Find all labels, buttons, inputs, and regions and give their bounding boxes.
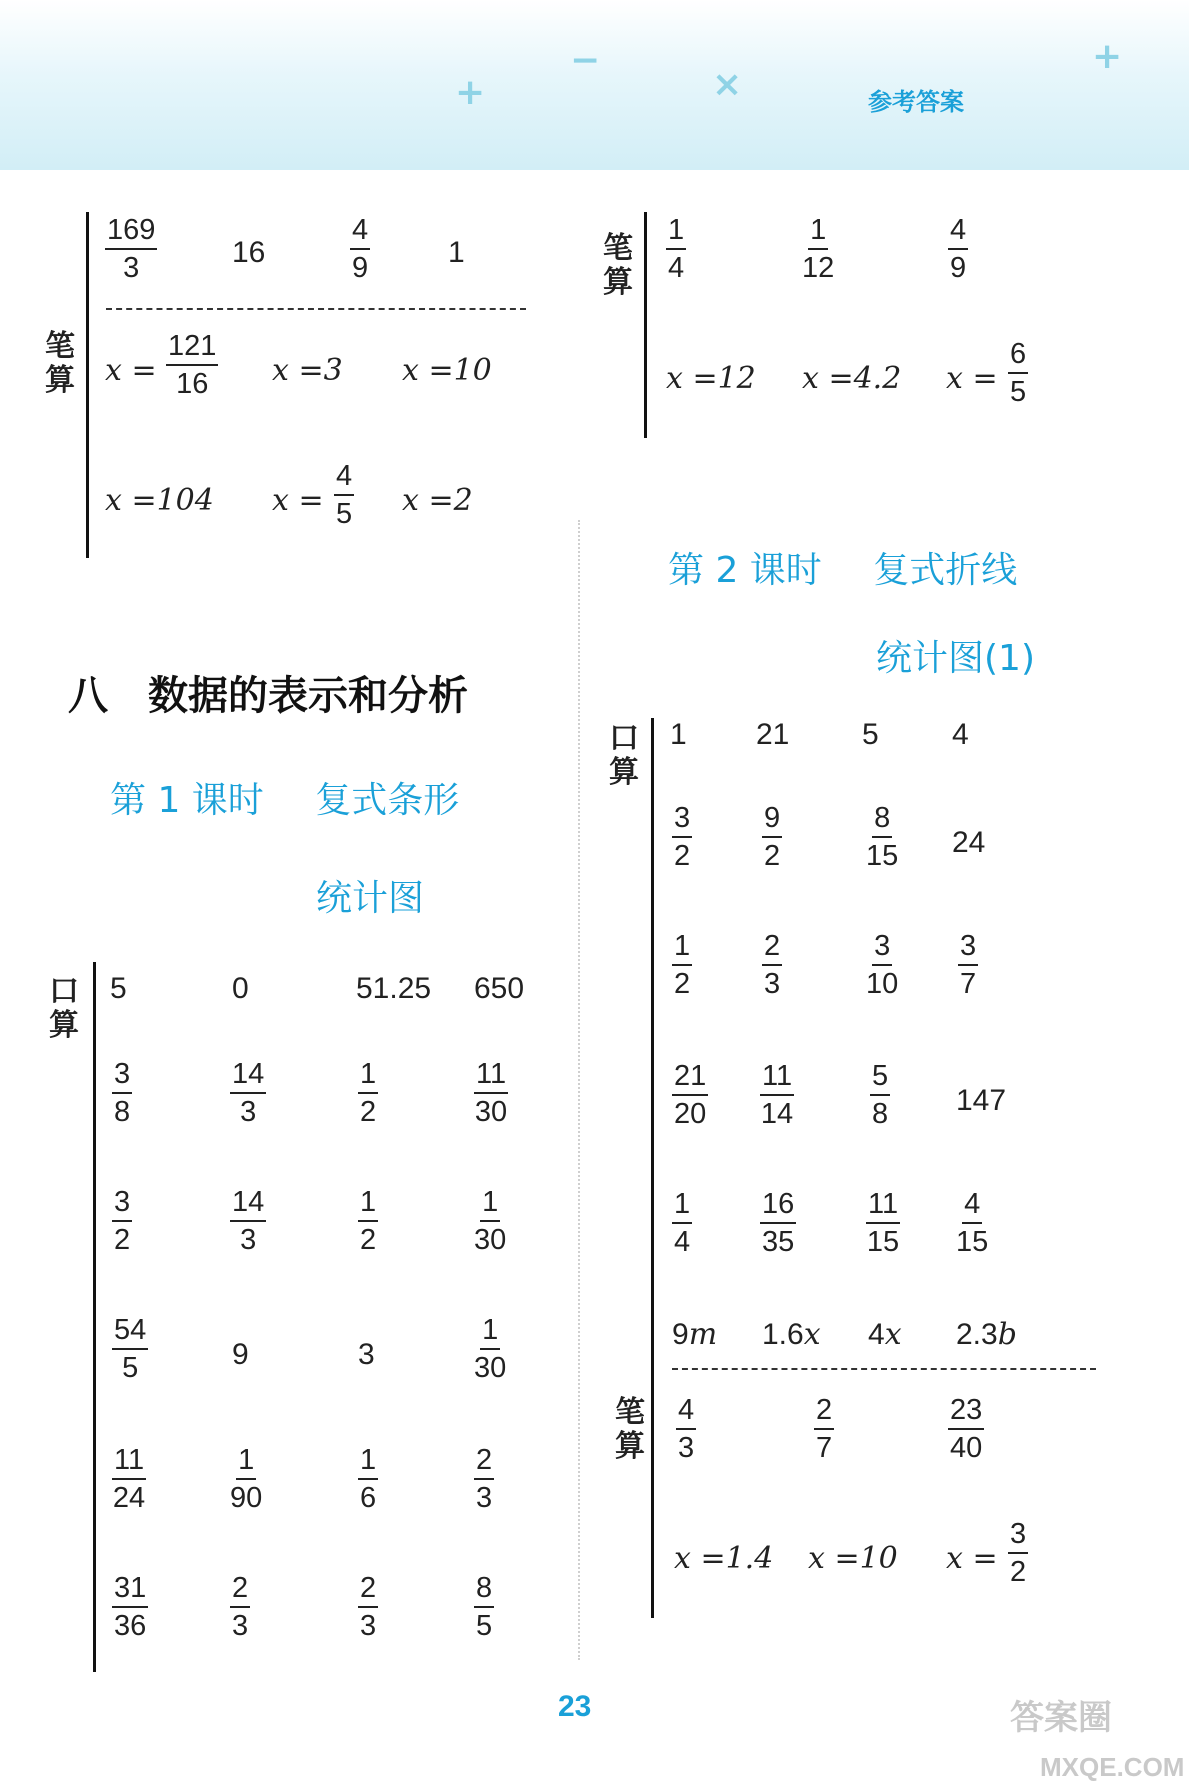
answer-fraction: [666, 214, 686, 284]
numerator: 11: [866, 1188, 900, 1224]
answer-value: 4: [952, 718, 969, 751]
answer-value: 0: [232, 972, 249, 1005]
denominator: 3: [240, 1096, 257, 1128]
chapter-heading: [68, 664, 468, 721]
numerator: 2: [762, 930, 782, 966]
denominator: 10: [866, 968, 899, 1000]
answer-term: [868, 1318, 902, 1352]
numerator: 1: [666, 214, 686, 250]
answer-fraction: [948, 1394, 984, 1464]
answer-fraction: [166, 330, 218, 400]
denominator: 2: [674, 968, 691, 1000]
denominator: 3: [678, 1432, 695, 1464]
denominator: 36: [114, 1610, 147, 1642]
denominator: 40: [950, 1432, 983, 1464]
denominator: 2: [360, 1096, 377, 1128]
lesson-title: [110, 772, 459, 823]
watermark-url: MXQE.COM: [1040, 1752, 1185, 1782]
answer-fraction: [672, 930, 692, 1000]
answer-equation: x =4.2: [802, 361, 902, 396]
answer-fraction: [230, 1186, 266, 1256]
denominator: 6: [360, 1482, 377, 1514]
denominator: 30: [474, 1224, 507, 1256]
denominator: 8: [114, 1096, 131, 1128]
page-number: 23: [558, 1690, 592, 1723]
numerator: 1: [672, 1188, 692, 1224]
lesson-title-line2: 统计图(1): [876, 638, 1035, 679]
numerator: 1: [358, 1058, 378, 1094]
answer-bracket-line: [86, 212, 89, 558]
answer-equation: x =104: [105, 483, 214, 518]
answer-fraction: [672, 802, 692, 872]
numerator: 4: [676, 1394, 696, 1430]
answer-fraction: [956, 1188, 988, 1258]
answer-fraction: [358, 1186, 378, 1256]
answer-equation: x =: [272, 483, 324, 518]
section-label: 口算: [49, 974, 79, 1043]
answer-fraction: [230, 1572, 250, 1642]
denominator: 7: [960, 968, 977, 1000]
numerator: 1: [236, 1444, 256, 1480]
section-label: 笔算: [45, 329, 75, 398]
answer-fraction: [112, 1314, 148, 1384]
numerator: 1: [358, 1186, 378, 1222]
denominator: 15: [866, 840, 899, 872]
answer-fraction: [814, 1394, 834, 1464]
answer-equation: x =10: [808, 1541, 898, 1576]
lesson-number: 第 1 课时: [110, 780, 264, 821]
equation-prefix: x =: [105, 353, 157, 388]
denominator: 4: [668, 252, 685, 284]
lesson-title: [668, 542, 1017, 593]
column-divider: [578, 520, 580, 1660]
numerator: 3: [872, 930, 892, 966]
numerator: 4: [334, 460, 354, 496]
answer-fraction: [866, 802, 898, 872]
answer-fraction: [474, 1314, 506, 1384]
answer-fraction: [762, 930, 782, 1000]
lesson-title-line2: 统计图: [316, 878, 425, 919]
denominator: 20: [674, 1098, 707, 1130]
answer-value: 16: [232, 236, 266, 269]
denominator: 3: [232, 1610, 249, 1642]
lesson-number: 第 2 课时: [668, 550, 822, 591]
numerator: 3: [112, 1186, 132, 1222]
answer-fraction: [358, 1444, 378, 1514]
term-coefficient: 9: [672, 1318, 689, 1351]
denominator: 14: [760, 1098, 794, 1130]
numerator: 1: [808, 214, 828, 250]
denominator: 5: [476, 1610, 493, 1642]
numerator: 54: [112, 1314, 148, 1350]
answer-fraction: [474, 1444, 494, 1514]
denominator: 2: [360, 1224, 377, 1256]
header-band: [0, 0, 1189, 170]
answer-bracket-line: [651, 718, 654, 1618]
answer-term: [762, 1318, 821, 1352]
answer-value: 3: [358, 1338, 375, 1371]
denominator: 9: [352, 252, 369, 284]
denominator: 3: [476, 1482, 493, 1514]
answer-fraction: [105, 214, 157, 284]
lesson-name: 复式折线: [873, 550, 1018, 591]
denominator: 5: [122, 1352, 139, 1384]
numerator: 2: [230, 1572, 250, 1608]
plus-icon: +: [455, 72, 486, 113]
numerator: 3: [112, 1058, 132, 1094]
section-label: 笔算: [615, 1395, 645, 1464]
answer-equation: x =: [946, 361, 998, 396]
answer-fraction: [474, 1572, 494, 1642]
term-variable: b: [997, 1317, 1017, 1352]
numerator: 16: [760, 1188, 796, 1224]
numerator: 1: [672, 930, 692, 966]
answer-term: [672, 1318, 717, 1352]
denominator: 5: [336, 498, 353, 530]
answer-equation: [105, 354, 157, 388]
numerator: 169: [105, 214, 157, 250]
term-variable: m: [688, 1317, 718, 1352]
denominator: 35: [762, 1226, 795, 1258]
numerator: 5: [870, 1060, 890, 1096]
numerator: 14: [230, 1186, 266, 1222]
answer-fraction: [230, 1058, 266, 1128]
denominator: 15: [866, 1226, 900, 1258]
answer-bracket-line: [93, 962, 96, 1672]
numerator: 2: [814, 1394, 834, 1430]
numerator: 31: [112, 1572, 148, 1608]
answer-fraction: [760, 1188, 796, 1258]
answer-fraction: [112, 1572, 148, 1642]
answer-value: 51.25: [356, 972, 432, 1005]
term-coefficient: 2.3: [956, 1318, 998, 1351]
dashed-divider: [672, 1368, 1096, 1370]
answer-bracket-line: [644, 212, 647, 438]
denominator: 90: [230, 1482, 263, 1514]
answer-fraction: [1008, 1518, 1028, 1588]
answer-value: 5: [862, 718, 879, 751]
lesson-name: 复式条形: [315, 780, 460, 821]
answer-fraction: [676, 1394, 696, 1464]
denominator: 7: [816, 1432, 833, 1464]
times-icon: ×: [712, 64, 743, 105]
numerator: 3: [672, 802, 692, 838]
answer-value: 9: [232, 1338, 249, 1371]
term-variable: x: [803, 1317, 821, 1352]
denominator: 16: [176, 368, 209, 400]
numerator: 8: [872, 802, 892, 838]
numerator: 11: [760, 1060, 794, 1096]
answer-fraction: [762, 802, 782, 872]
denominator: 4: [674, 1226, 691, 1258]
answer-fraction: [112, 1058, 132, 1128]
denominator: 2: [114, 1224, 131, 1256]
denominator: 2: [764, 840, 781, 872]
numerator: 8: [474, 1572, 494, 1608]
answer-fraction: [358, 1058, 378, 1128]
plus-icon: +: [1092, 36, 1123, 77]
denominator: 30: [474, 1096, 508, 1128]
term-coefficient: 4: [868, 1318, 885, 1351]
denominator: 8: [872, 1098, 889, 1130]
answer-equation: x =1.4: [674, 1541, 774, 1576]
numerator: 1: [480, 1314, 500, 1350]
answer-fraction: [948, 214, 968, 284]
denominator: 12: [802, 252, 835, 284]
answer-fraction: [672, 1188, 692, 1258]
denominator: 24: [112, 1482, 146, 1514]
term-coefficient: 1.6: [762, 1318, 804, 1351]
numerator: 6: [1008, 338, 1028, 374]
answer-fraction: [760, 1060, 794, 1130]
answer-fraction: [334, 460, 354, 530]
denominator: 3: [123, 252, 140, 284]
term-variable: x: [884, 1317, 902, 1352]
denominator: 2: [1010, 1556, 1027, 1588]
answer-fraction: [866, 930, 898, 1000]
answer-fraction: [958, 930, 978, 1000]
answer-equation: x =3: [272, 353, 343, 388]
answer-equation: x =2: [402, 483, 473, 518]
answer-value: 24: [952, 826, 986, 859]
numerator: 2: [474, 1444, 494, 1480]
numerator: 11: [474, 1058, 508, 1094]
denominator: 2: [674, 840, 691, 872]
chapter-title: 数据的表示和分析: [148, 673, 468, 719]
numerator: 14: [230, 1058, 266, 1094]
answer-fraction: [350, 214, 370, 284]
answer-fraction: [866, 1188, 900, 1258]
numerator: 2: [358, 1572, 378, 1608]
answer-term: [956, 1318, 1017, 1352]
header-title: 参考答案: [868, 88, 964, 116]
denominator: 5: [1010, 376, 1027, 408]
minus-icon: −: [570, 40, 601, 81]
answer-fraction: [672, 1060, 708, 1130]
chapter-number: 八: [68, 673, 108, 719]
numerator: 1: [358, 1444, 378, 1480]
answer-equation: x =10: [402, 353, 492, 388]
answer-value: 147: [956, 1084, 1007, 1117]
answer-value: 21: [756, 718, 790, 751]
numerator: 23: [948, 1394, 984, 1430]
numerator: 1: [480, 1186, 500, 1222]
watermark-logo: 答案圈: [1010, 1699, 1112, 1737]
denominator: 30: [474, 1352, 507, 1384]
dashed-divider: [106, 308, 526, 310]
answer-fraction: [802, 214, 834, 284]
denominator: 3: [360, 1610, 377, 1642]
numerator: 121: [166, 330, 218, 366]
answer-value: 1: [670, 718, 687, 751]
denominator: 9: [950, 252, 967, 284]
answer-fraction: [474, 1186, 506, 1256]
answer-fraction: [112, 1444, 146, 1514]
numerator: 3: [1008, 1518, 1028, 1554]
denominator: 3: [764, 968, 781, 1000]
answer-equation: x =12: [666, 361, 756, 396]
numerator: 11: [112, 1444, 146, 1480]
answer-fraction: [112, 1186, 132, 1256]
answer-value: 5: [110, 972, 127, 1005]
denominator: 15: [956, 1226, 989, 1258]
numerator: 21: [672, 1060, 708, 1096]
answer-fraction: [1008, 338, 1028, 408]
answer-equation: x =: [946, 1541, 998, 1576]
numerator: 3: [958, 930, 978, 966]
answer-fraction: [870, 1060, 890, 1130]
section-label: 笔算: [603, 231, 633, 300]
answer-fraction: [230, 1444, 262, 1514]
numerator: 4: [962, 1188, 982, 1224]
answer-fraction: [474, 1058, 508, 1128]
numerator: 4: [948, 214, 968, 250]
answer-value: 650: [474, 972, 525, 1005]
numerator: 4: [350, 214, 370, 250]
answer-fraction: [358, 1572, 378, 1642]
numerator: 9: [762, 802, 782, 838]
section-label: 口算: [609, 721, 639, 790]
answer-value: 1: [448, 236, 465, 269]
denominator: 3: [240, 1224, 257, 1256]
